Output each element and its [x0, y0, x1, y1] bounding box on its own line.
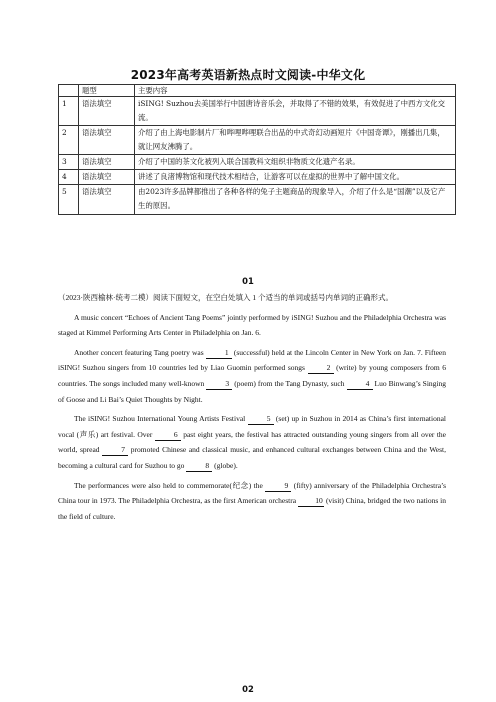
text-span: Another concert featuring Tang poetry was [74, 347, 204, 357]
table-header-type: 题型 [79, 85, 135, 97]
text-span: Luo Binwang’s Singing of Goose and Li Bai’s Quiet Thoughts by Night. [58, 378, 447, 404]
row-type: 语法填空 [79, 155, 135, 170]
row-content: 介绍了中国的茶文化被列入联合国教科文组织非物质文化遗产名录。 [135, 155, 456, 170]
table-header-num [59, 85, 79, 97]
text-span: (poem) from the Tang Dynasty, such [234, 378, 345, 388]
text-span: (successful) held at the Lincoln Center in New York on Jan. 7. Fifteen iSING! Suzhou singers from 10 countries led by Liao Guomin performed songs [58, 347, 447, 373]
blank-7[interactable]: 7 [102, 444, 128, 456]
blank-10[interactable]: 10 [298, 495, 324, 507]
row-content: 讲述了良渚博物馆和现代技术相结合，让游客可以在虚拟的世界中了解中国文化。 [135, 170, 456, 185]
blank-8[interactable]: 8 [186, 460, 212, 472]
row-number: 3 [59, 155, 79, 170]
passage-body [58, 290, 446, 528]
table-header-content: 主要内容 [135, 85, 456, 97]
row-type: 语法填空 [79, 170, 135, 185]
row-number: 5 [59, 185, 79, 214]
text-span: (set) up in Suzhou in 2014 as China’s first international vocal (声乐) art festival. Over [58, 414, 446, 439]
table-row [59, 155, 456, 170]
paragraph-1: A music concert “Echoes of Ancient Tang Poems” jointly performed by iSING! Suzhou and the Philadelphia Orchestra was staged at Kimmel Performing Arts Center in Philadelphia on Jan. 6. [58, 312, 446, 338]
row-number: 2 [59, 126, 79, 155]
paragraph-4 [58, 478, 446, 525]
instruction-text: （2023·陕西榆林·统考二模）阅读下面短文，在空白处填入 1 个适当的单词或括号内单词的正确形式。 [58, 293, 393, 302]
table-row [59, 97, 456, 126]
section-heading-01: 01 [242, 276, 254, 286]
row-number: 4 [59, 170, 79, 185]
row-type: 语法填空 [79, 97, 135, 126]
table-row [59, 170, 456, 185]
text-span: (write) by young composers from 6 countries. The songs included many well-known [58, 363, 447, 388]
blank-5[interactable]: 5 [248, 413, 274, 425]
topic-table [58, 84, 456, 215]
document-title: 2023年高考英语新热点时文阅读-中华文化 [130, 68, 366, 82]
table-row [59, 185, 456, 214]
text-span: promoted Chinese and classical music, and enhanced cultural exchanges between China and the West, becoming a cultural card for Suzhou to go [58, 445, 447, 470]
text-span: (globe). [214, 460, 238, 470]
row-number: 1 [59, 97, 79, 126]
row-content: 由2023许多品牌都推出了各种各样的兔子主题商品的现象导入，介绍了什么是“国潮”以及它产生的原因。 [135, 185, 456, 214]
blank-2[interactable]: 2 [308, 362, 334, 374]
blank-9[interactable]: 9 [265, 480, 291, 492]
row-type: 语法填空 [79, 126, 135, 155]
text-span: (visit) China, bridged the two nations in the field of culture. [58, 496, 447, 521]
table-row [59, 126, 456, 155]
row-content: iSING! Suzhou去美国举行中国唐诗音乐会，并取得了不错的效果，有效促进了中西方文化交流。 [135, 97, 456, 126]
blank-1[interactable]: 1 [206, 347, 232, 359]
paragraph-3 [58, 411, 446, 473]
table-header-row [59, 85, 456, 97]
blank-3[interactable]: 3 [206, 378, 232, 390]
paragraph-2 [58, 345, 446, 407]
text-span: The iSING! Suzhou International Young Artists Festival [74, 414, 246, 424]
blank-4[interactable]: 4 [347, 378, 373, 390]
text-span: The performances were also held to commemorate(纪念) the [74, 480, 263, 490]
text-span: (fifty) anniversary of the Philadelphia Orchestra’s China tour in 1973. The Philadelphia Orchestra, as the first American orchestra [58, 480, 447, 506]
row-content: 介绍了由上海电影制片厂和哔哩哔哩联合出品的中式奇幻动画短片《中国奇谭》，刚播出几集，就让网友沸腾了。 [135, 126, 456, 155]
section-heading-02: 02 [242, 684, 254, 694]
row-type: 语法填空 [79, 185, 135, 214]
blank-6[interactable]: 6 [155, 429, 181, 441]
text-span: past eight years, the festival has attracted outstanding young singers from all over the world, spread [58, 429, 447, 455]
